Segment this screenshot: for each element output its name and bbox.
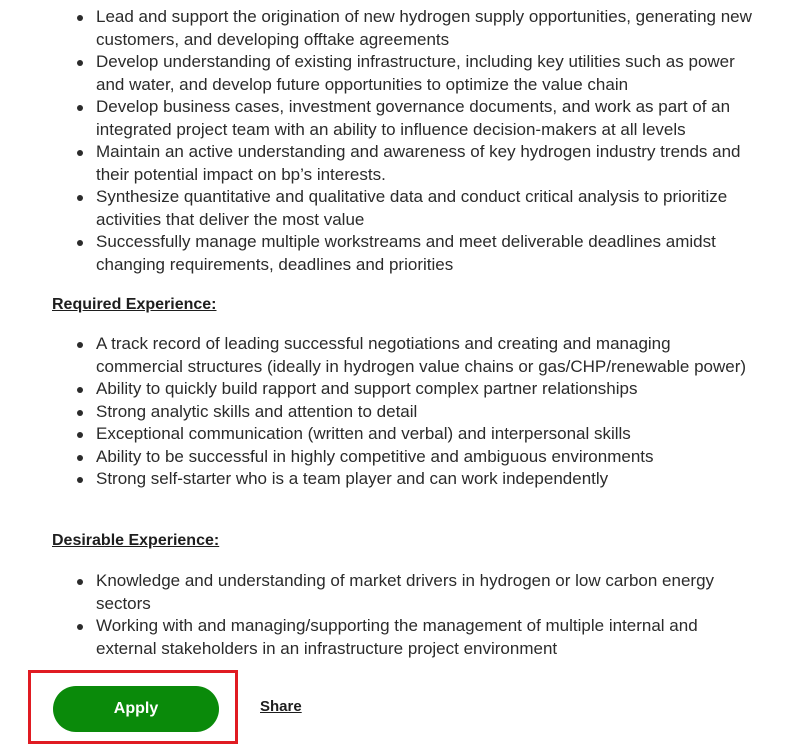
- list-item: Knowledge and understanding of market drivers in hydrogen or low carbon energy sectors: [0, 570, 800, 615]
- required-experience-list: [0, 333, 800, 491]
- share-link[interactable]: Share: [260, 698, 302, 715]
- list-item: Exceptional communication (written and verbal) and interpersonal skills: [0, 423, 800, 446]
- desirable-experience-list: [0, 570, 800, 660]
- list-item: Develop business cases, investment governance documents, and work as part of an integrated project team with an ability to influence decision-makers at all levels: [0, 96, 800, 141]
- list-item: Maintain an active understanding and awareness of key hydrogen industry trends and their potential impact on bp’s interests.: [0, 141, 800, 186]
- list-item: Synthesize quantitative and qualitative data and conduct critical analysis to prioritize activities that deliver the most value: [0, 186, 800, 231]
- desirable-experience-heading: Desirable Experience:: [52, 532, 220, 549]
- list-item: Ability to quickly build rapport and support complex partner relationships: [0, 378, 800, 401]
- list-item: Lead and support the origination of new hydrogen supply opportunities, generating new customers, and developing offtake agreements: [0, 6, 800, 51]
- list-item: Strong self-starter who is a team player and can work independently: [0, 468, 800, 491]
- required-experience-heading: Required Experience:: [52, 296, 217, 313]
- list-item: Develop understanding of existing infrastructure, including key utilities such as power and water, and develop future opportunities to optimize the value chain: [0, 51, 800, 96]
- list-item: Strong analytic skills and attention to detail: [0, 401, 800, 424]
- list-item: Ability to be successful in highly competitive and ambiguous environments: [0, 446, 800, 469]
- apply-button[interactable]: Apply: [53, 686, 219, 732]
- list-item: Successfully manage multiple workstreams and meet deliverable deadlines amidst changing requirements, deadlines and priorities: [0, 231, 800, 276]
- responsibilities-list: [0, 6, 800, 276]
- list-item: Working with and managing/supporting the management of multiple internal and external stakeholders in an infrastructure project environment: [0, 615, 800, 660]
- list-item: A track record of leading successful negotiations and creating and managing commercial structures (ideally in hydrogen value chains or gas/CHP/renewable power): [0, 333, 800, 378]
